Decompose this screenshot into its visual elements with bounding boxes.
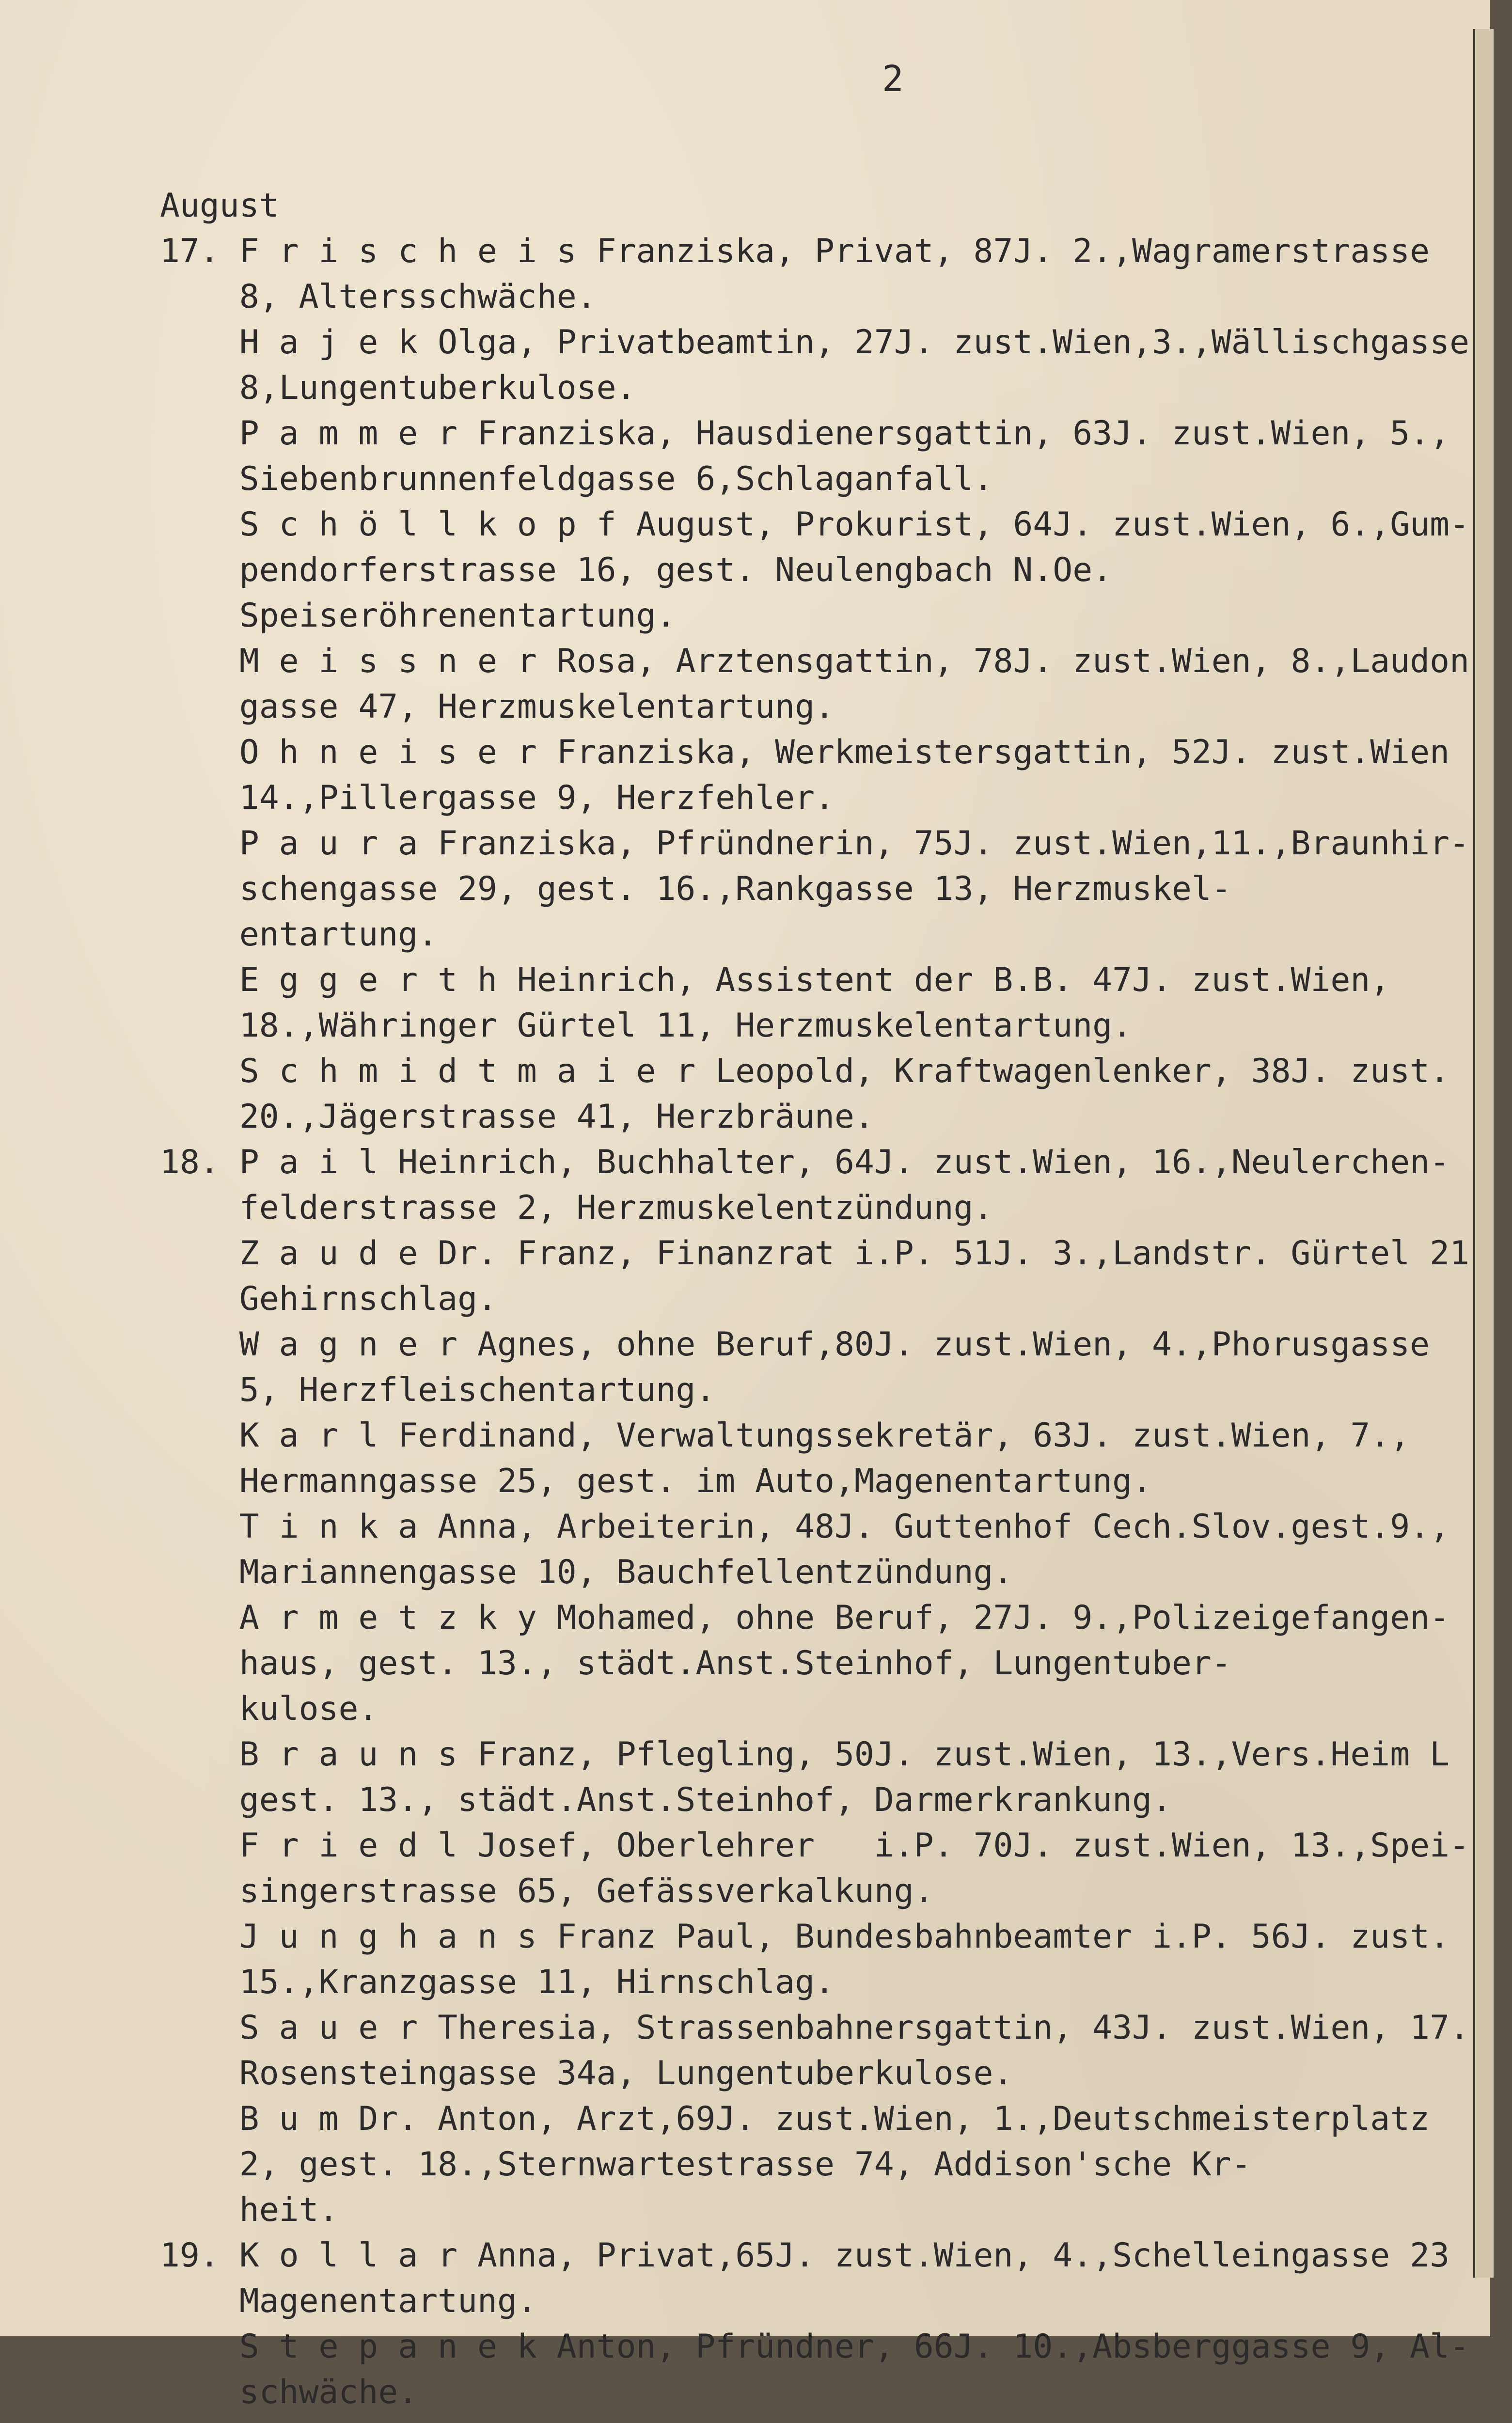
text-line: S c h m i d t m a i e r Leopold, Kraftwagenlenker, 38J. zust. bbox=[160, 1052, 1450, 1090]
text-line: gasse 47, Herzmuskelentartung. bbox=[160, 688, 835, 726]
text-line: Mariannengasse 10, Bauchfellentzündung. bbox=[160, 1553, 1013, 1591]
text-line: S a u e r Theresia, Strassenbahnersgattin, 43J. zust.Wien, 17. bbox=[160, 2009, 1470, 2047]
text-line: 15.,Kranzgasse 11, Hirnschlag. bbox=[160, 1963, 835, 2001]
text-line: 5, Herzfleischentartung. bbox=[160, 1371, 716, 1409]
text-line: B r a u n s Franz, Pflegling, 50J. zust.Wien, 13.,Vers.Heim L bbox=[160, 1735, 1450, 1774]
text-line: F r i e d l Josef, Oberlehrer i.P. 70J. zust.Wien, 13.,Spei- bbox=[160, 1826, 1470, 1865]
section-deaths-general bbox=[160, 183, 1468, 2415]
text-line: O h n e i s e r Franziska, Werkmeistersgattin, 52J. zust.Wien bbox=[160, 733, 1450, 771]
text-line: T i n k a Anna, Arbeiterin, 48J. Guttenhof Cech.Slov.gest.9., bbox=[160, 1508, 1450, 1546]
text-line: entartung. bbox=[160, 915, 438, 954]
text-line: singerstrasse 65, Gefässverkalkung. bbox=[160, 1872, 934, 1910]
page-edge-strip bbox=[1473, 29, 1494, 2278]
text-line: haus, gest. 13., städt.Anst.Steinhof, Lungentuber- bbox=[160, 1644, 1231, 1683]
text-line: pendorferstrasse 16, gest. Neulengbach N.Oe. bbox=[160, 551, 1113, 589]
text-line: gest. 13., städt.Anst.Steinhof, Darmerkrankung. bbox=[160, 1781, 1172, 1819]
text-line: W a g n e r Agnes, ohne Beruf,80J. zust.Wien, 4.,Phorusgasse bbox=[160, 1325, 1430, 1364]
text-line: Rosensteingasse 34a, Lungentuberkulose. bbox=[160, 2054, 1013, 2093]
text-line: A r m e t z k y Mohamed, ohne Beruf, 27J. 9.,Polizeigefangen- bbox=[160, 1599, 1450, 1637]
text-line: Gehirnschlag. bbox=[160, 1280, 497, 1318]
text-line: Hermanngasse 25, gest. im Auto,Magenentartung. bbox=[160, 1462, 1152, 1500]
text-line: felderstrasse 2, Herzmuskelentzündung. bbox=[160, 1189, 993, 1227]
text-line: 17. F r i s c h e i s Franziska, Privat, 87J. 2.,Wagramerstrasse bbox=[160, 232, 1430, 270]
text-line: E g g e r t h Heinrich, Assistent der B.B. 47J. zust.Wien, bbox=[160, 961, 1390, 999]
text-line: S t e p a n e k Anton, Pfründner, 66J. 10.,Absberggasse 9, Al- bbox=[160, 2328, 1470, 2366]
text-line: 8, Altersschwäche. bbox=[160, 278, 597, 316]
text-line: H a j e k Olga, Privatbeamtin, 27J. zust.Wien,3.,Wällischgasse bbox=[160, 323, 1470, 362]
text-line: 2, gest. 18.,Sternwartestrasse 74, Addison'sche Kr- bbox=[160, 2145, 1251, 2184]
text-line: 19. K o l l a r Anna, Privat,65J. zust.Wien, 4.,Schelleingasse 23 bbox=[160, 2236, 1450, 2275]
text-line: Siebenbrunnenfeldgasse 6,Schlaganfall. bbox=[160, 460, 993, 498]
text-line: S c h ö l l k o p f August, Prokurist, 64J. zust.Wien, 6.,Gum- bbox=[160, 505, 1470, 544]
text-line: heit. bbox=[160, 2191, 339, 2229]
text-line: Speiseröhrenentartung. bbox=[160, 597, 676, 635]
text-line: 18.,Währinger Gürtel 11, Herzmuskelentartung. bbox=[160, 1007, 1133, 1045]
text-line: schwäche. bbox=[160, 2373, 418, 2411]
text-line: 8,Lungentuberkulose. bbox=[160, 369, 636, 407]
text-line: 20.,Jägerstrasse 41, Herzbräune. bbox=[160, 1098, 874, 1136]
text-line: schengasse 29, gest. 16.,Rankgasse 13, Herzmuskel- bbox=[160, 870, 1231, 908]
text-line: August bbox=[160, 187, 279, 225]
text-line: 18. P a i l Heinrich, Buchhalter, 64J. zust.Wien, 16.,Neulerchen- bbox=[160, 1143, 1450, 1181]
text-line: K a r l Ferdinand, Verwaltungssekretär, 63J. zust.Wien, 7., bbox=[160, 1416, 1410, 1455]
document-body bbox=[160, 92, 1468, 2423]
text-line: B u m Dr. Anton, Arzt,69J. zust.Wien, 1.,Deutschmeisterplatz bbox=[160, 2100, 1430, 2138]
text-line: kulose. bbox=[160, 1690, 378, 1728]
page-number: 2 bbox=[882, 58, 904, 100]
text-line: Z a u d e Dr. Franz, Finanzrat i.P. 51J. 3.,Landstr. Gürtel 21 bbox=[160, 1234, 1470, 1273]
text-line: J u n g h a n s Franz Paul, Bundesbahnbeamter i.P. 56J. zust. bbox=[160, 1918, 1450, 1956]
text-line: M e i s s n e r Rosa, Arztensgattin, 78J. zust.Wien, 8.,Laudon bbox=[160, 642, 1470, 680]
text-line: P a m m e r Franziska, Hausdienersgattin, 63J. zust.Wien, 5., bbox=[160, 414, 1450, 453]
text-line: 14.,Pillergasse 9, Herzfehler. bbox=[160, 779, 835, 817]
text-line: Magenentartung. bbox=[160, 2282, 537, 2320]
text-line: P a u r a Franziska, Pfründnerin, 75J. zust.Wien,11.,Braunhir- bbox=[160, 824, 1470, 863]
